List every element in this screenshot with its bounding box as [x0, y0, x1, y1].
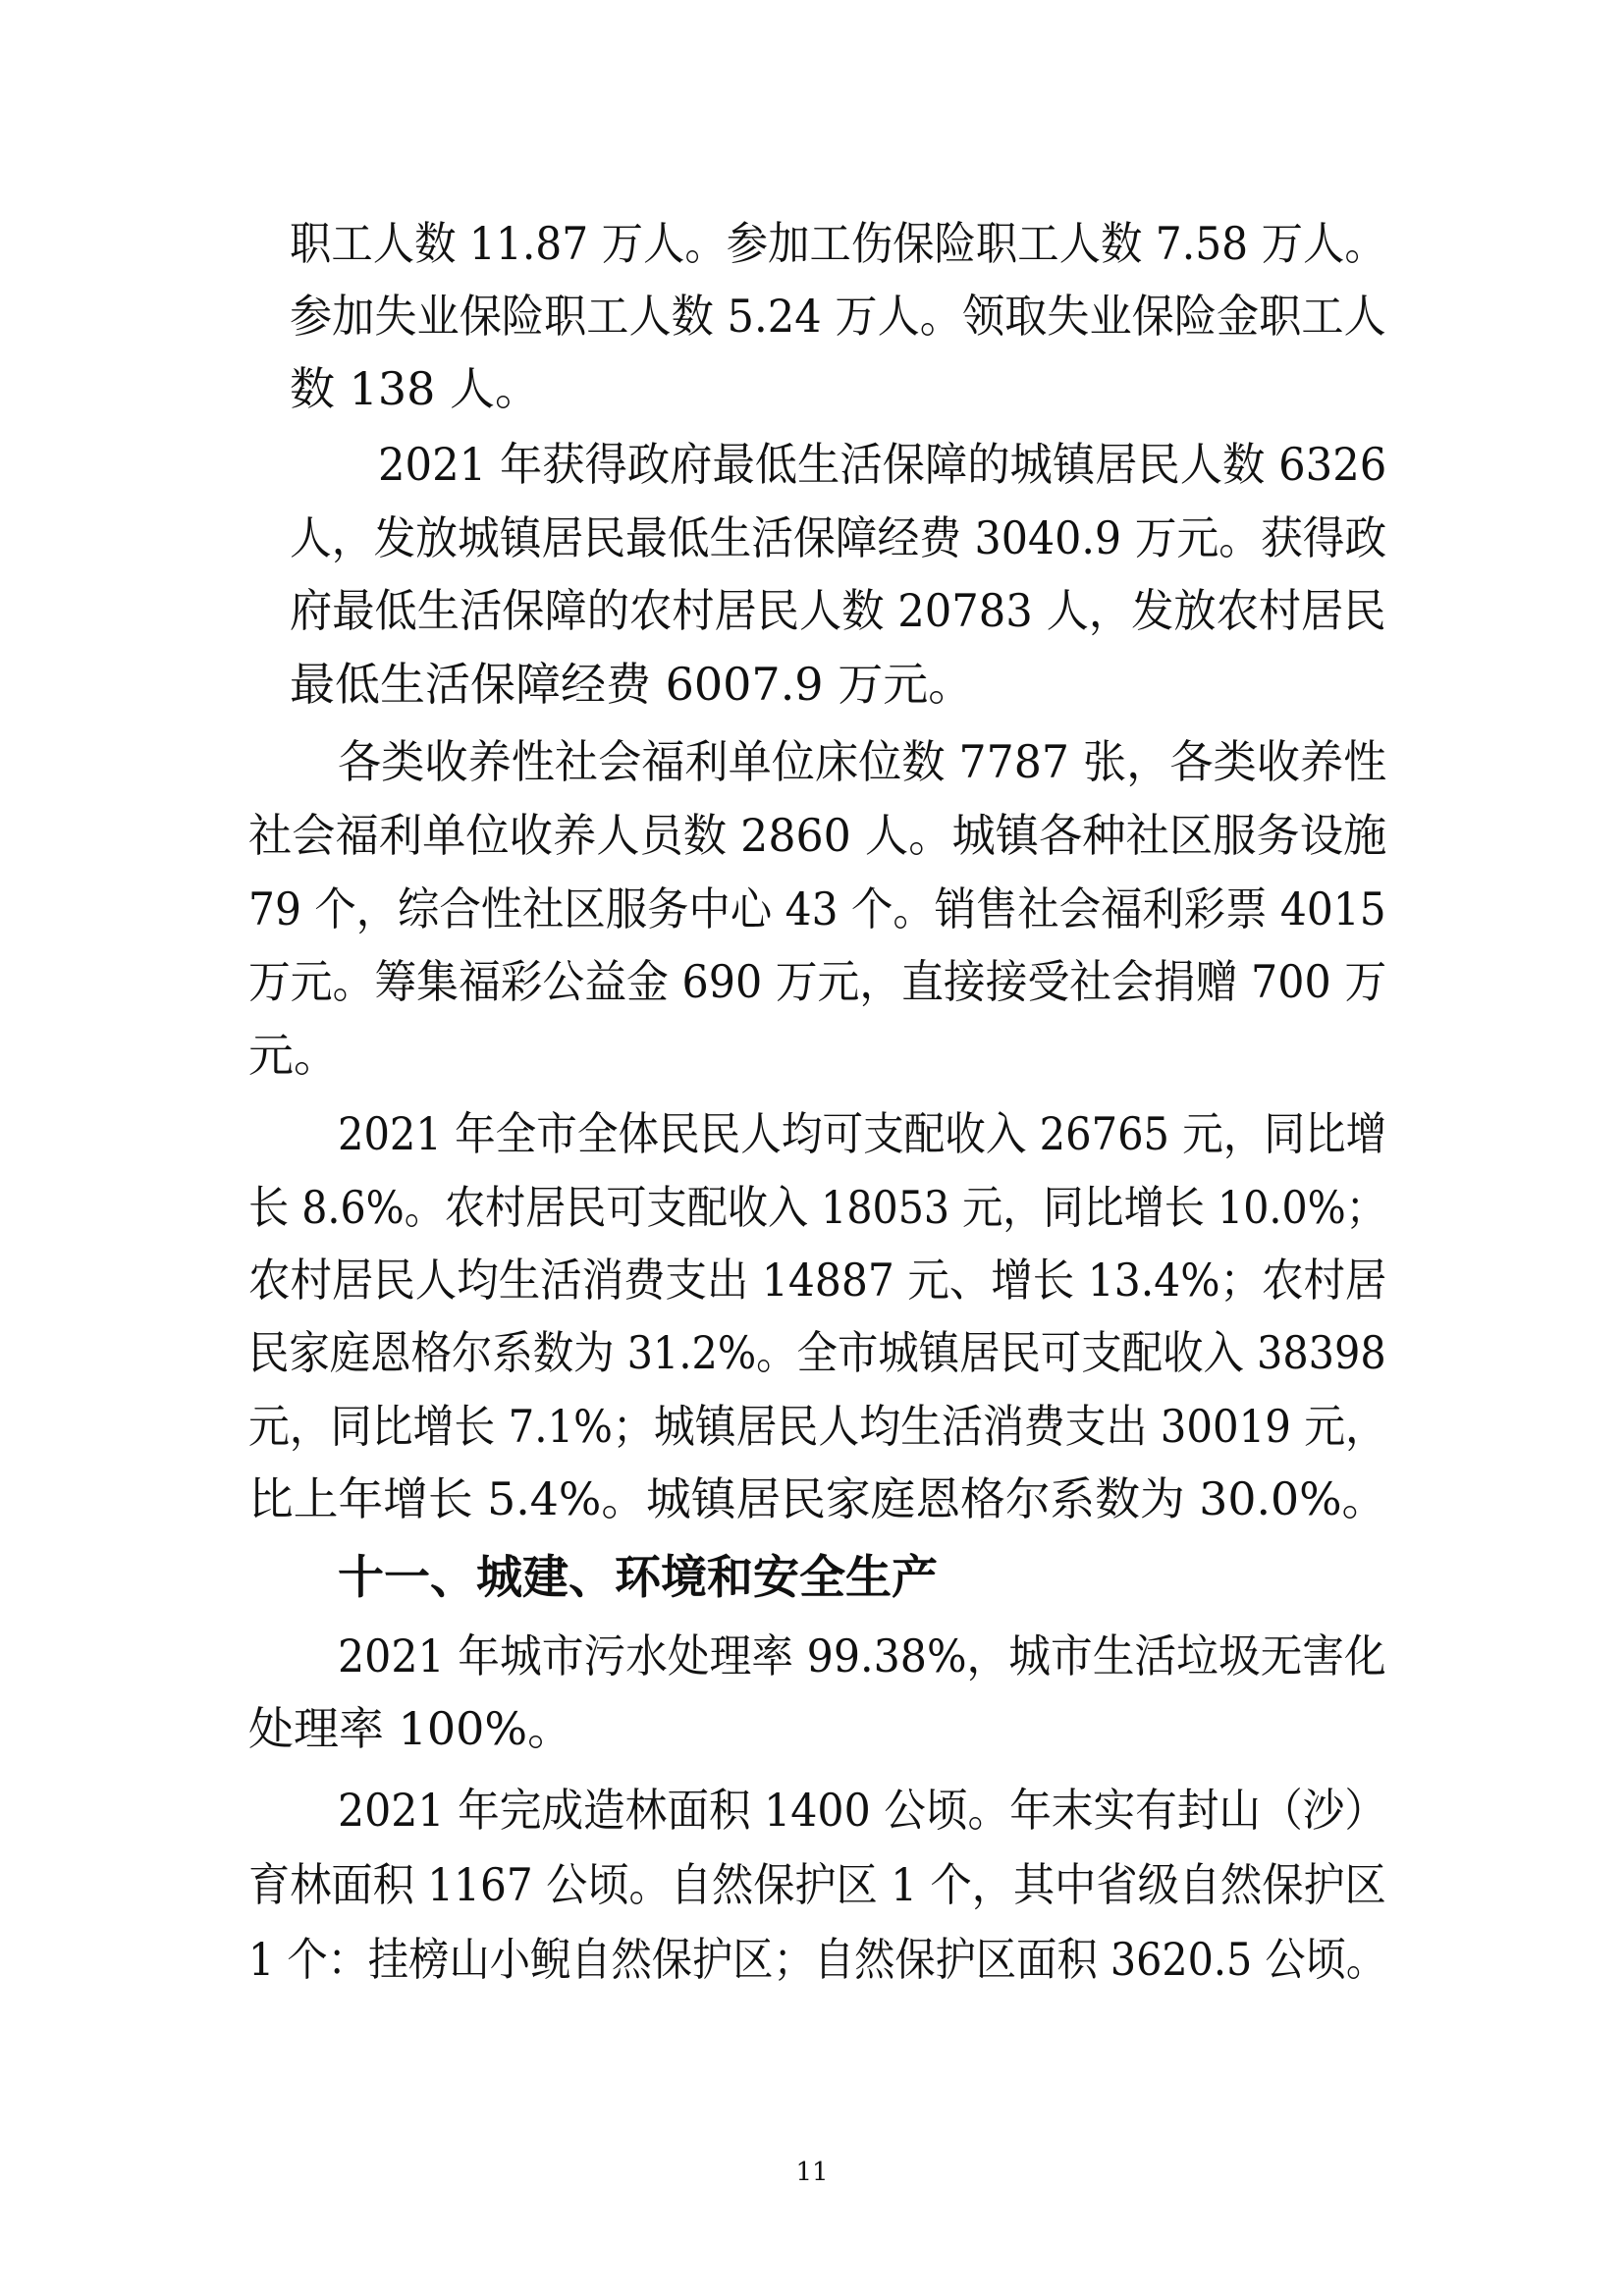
paragraph-2-line-1: 2021 年获得政府最低生活保障的城镇居民人数 6326 [378, 438, 1387, 491]
paragraph-4-line-5: 元，同比增长 7.1%；城镇居民人均生活消费支出 30019 元， [248, 1400, 1387, 1453]
paragraph-1-line-2: 参加失业保险职工人数 5.24 万人。领取失业保险金职工人 [290, 290, 1386, 343]
paragraph-3-line-1: 各类收养性社会福利单位床位数 7787 张，各类收养性 [338, 735, 1387, 788]
paragraph-3-line-3: 79 个，综合性社区服务中心 43 个。销售社会福利彩票 4015 [248, 882, 1386, 935]
paragraph-2-line-2: 人，发放城镇居民最低生活保障经费 3040.9 万元。获得政 [290, 511, 1387, 564]
section-heading: 十一、城建、环境和安全生产 [338, 1551, 938, 1605]
paragraph-3-line-5: 元。 [248, 1029, 339, 1082]
paragraph-2-line-3: 府最低生活保障的农村居民人数 20783 人，发放农村居民 [290, 584, 1386, 637]
paragraph-4-line-4: 民家庭恩格尔系数为 31.2%。全市城镇居民可支配收入 38398 [248, 1326, 1386, 1379]
paragraph-1-line-1: 职工人数 11.87 万人。参加工伤保险职工人数 7.58 万人。 [290, 217, 1386, 270]
section-paragraph-1-line-2: 处理率 100%。 [248, 1702, 573, 1755]
section-paragraph-2-line-1: 2021 年完成造林面积 1400 公顷。年末实有封山（沙） [338, 1784, 1387, 1837]
paragraph-3-line-4: 万元。筹集福彩公益金 690 万元，直接接受社会捐赠 700 万 [248, 955, 1387, 1008]
section-paragraph-2-line-3: 1 个：挂榜山小鲵自然保护区；自然保护区面积 3620.5 公顷。 [248, 1933, 1387, 1986]
section-paragraph-1-line-1: 2021 年城市污水处理率 99.38%，城市生活垃圾无害化 [338, 1629, 1386, 1682]
paragraph-4-line-6: 比上年增长 5.4%。城镇居民家庭恩格尔系数为 30.0%。 [248, 1472, 1387, 1525]
paragraph-3-line-2: 社会福利单位收养人员数 2860 人。城镇各种社区服务设施 [248, 809, 1387, 862]
paragraph-1-line-3: 数 138 人。 [290, 362, 541, 415]
section-paragraph-2-line-2: 育林面积 1167 公顷。自然保护区 1 个，其中省级自然保护区 [248, 1858, 1386, 1911]
paragraph-2-line-4: 最低生活保障经费 6007.9 万元。 [290, 658, 974, 711]
page-number: 11 [795, 2158, 829, 2187]
paragraph-4-line-3: 农村居民人均生活消费支出 14887 元、增长 13.4%；农村居 [248, 1254, 1387, 1307]
paragraph-4-line-1: 2021 年全市全体民民人均可支配收入 26765 元，同比增 [338, 1107, 1387, 1160]
paragraph-4-line-2: 长 8.6%。农村居民可支配收入 18053 元，同比增长 10.0%； [248, 1181, 1386, 1234]
